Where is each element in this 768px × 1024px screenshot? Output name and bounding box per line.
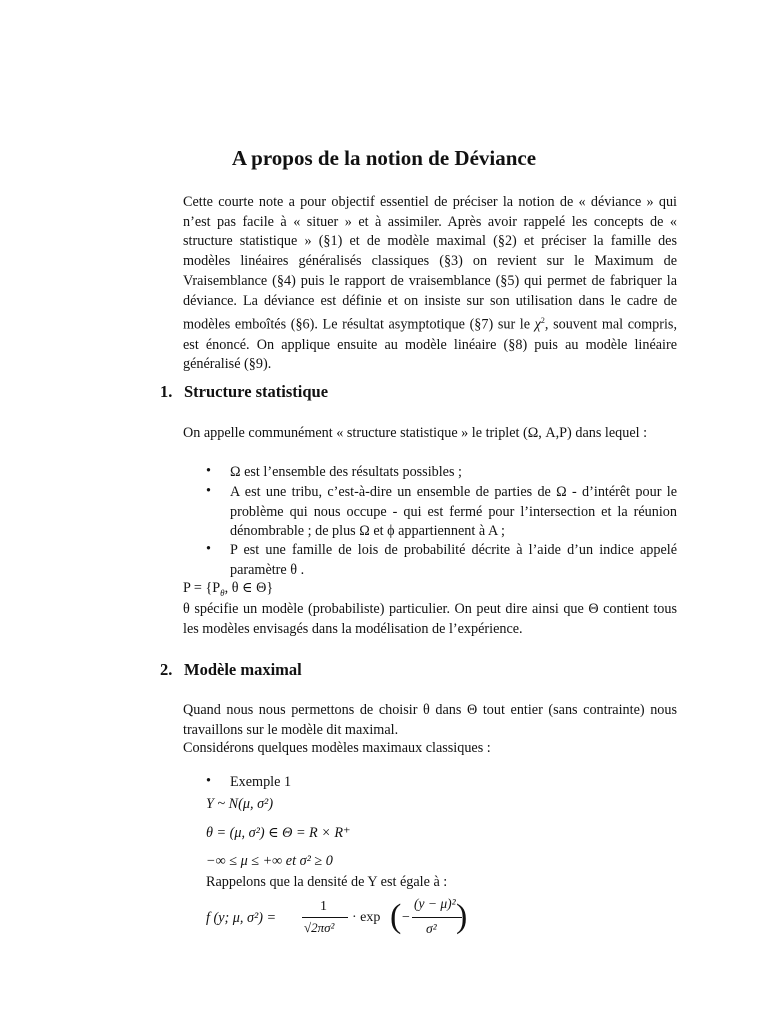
density-denominator: √2πσ² — [304, 920, 335, 935]
bullet-dot: • — [206, 541, 211, 557]
abstract-text-1: Cette courte note a pour objectif essentiel de préciser la notion de « déviance » qui n’est pas facile à « situer » et à assimiler. Après avoir rappelé les concepts de « structure statistique » (§1) et de modèle maximal (§2) et préciser la famille des modèles linéaires généralisés classiques (§3) on revient sur le Maximum de Vraisemblance (§4) puis le rapport de vraisemblance (§5) qui permet de fabriquer la déviance. La déviance est définie et on insiste sur son utilisation dans le cadre de modèles emboîtés (§6). Le résultat asymptotique (§7) sur le — [183, 194, 677, 333]
section-1-number: 1. — [160, 382, 173, 401]
section-1-intro — [183, 424, 677, 444]
triplet-math: (Ω, A,P) — [523, 425, 572, 441]
section-1-intro-end: dans lequel : — [575, 425, 648, 441]
theta-paragraph: θ spécifie un modèle (probabiliste) particulier. On peut dire ainsi que Θ contient tous les modèles envisagés dans la modélisation de l’expérience. — [183, 601, 677, 637]
bullet-omega: Ω est l’ensemble des résultats possibles ; — [230, 464, 462, 480]
density-formula — [206, 896, 466, 946]
density-lhs: f (y; μ, σ²) = — [206, 910, 277, 926]
family-eq-left: P = {P — [183, 580, 221, 596]
abstract-paragraph: Cette courte note a pour objectif essentiel de préciser la notion de « déviance » qui n’est pas facile à « situer » et à assimiler. Après avoir rappelé les concepts de « structure statistique » (§1) et de modèle maximal (§2) et préciser la famille des modèles linéaires généralisés classiques (§3) on revient sur le Maximum de Vraisemblance (§4) puis le rapport de vraisemblance (§5) qui permet de fabriquer la déviance. La déviance est définie et on insiste sur son utilisation dans le cadre de modèles emboîtés (§6). Le résultat asymptotique (§7) sur le $\chi^2$, souvent mal compris, est énoncé. On applique ensuite au modèle linéaire (§8) puis au modèle linéaire généralisé (§9). — [183, 194, 677, 373]
section-2-paragraph-1: Quand nous nous permettons de choisir θ dans Θ tout entier (sans contrainte) nous travaillons sur le modèle dit maximal. — [183, 702, 677, 738]
section-1-intro-text: On appelle communément « structure statistique » le triplet — [183, 425, 520, 441]
density-numerator: 1 — [320, 899, 327, 914]
section-2-paragraph-2: Considérons quelques modèles maximaux classiques : — [183, 740, 491, 756]
exp-denominator: σ² — [426, 921, 437, 936]
section-2-title: Modèle maximal — [184, 660, 302, 679]
bullet-probability-family: P est une famille de lois de probabilité décrite à l’aide d’un indice appelé paramètre θ . — [230, 542, 677, 578]
equation-normal-distribution: Y ~ N(μ, σ²) — [206, 796, 274, 812]
bullet-dot: • — [206, 773, 211, 789]
family-eq-right: , θ ∈ Θ} — [224, 580, 274, 596]
left-paren: ( — [390, 898, 402, 935]
section-1-title: Structure statistique — [184, 382, 329, 401]
equation-constraints: −∞ ≤ μ ≤ +∞ et σ² ≥ 0 — [206, 853, 333, 869]
right-paren: ) — [456, 898, 468, 935]
exp-operator: · exp — [352, 910, 381, 925]
fraction-bar — [302, 917, 348, 918]
minus-sign: − — [402, 910, 410, 925]
bullet-tribu: A est une tribu, c’est-à-dire un ensemble de parties de Ω - d’intérêt pour le problème qui nous occupe - qui est fermé pour l’intersection et la réunion dénombrable ; de plus Ω et ϕ appartiennent à A ; — [230, 484, 677, 540]
section-2-number: 2. — [160, 660, 173, 679]
exp-fraction-bar — [412, 917, 462, 918]
family-equation — [183, 580, 273, 598]
equation-parameter-space: θ = (μ, σ²) ∈ Θ = R × R⁺ — [206, 825, 351, 841]
density-sentence: Rappelons que la densité de Y est égale à : — [206, 874, 448, 890]
abstract-text-2: , souvent mal compris, est énoncé. On applique ensuite au modèle linéaire (§8) puis au modèle linéaire généralisé (§9). — [183, 316, 677, 373]
exp-numerator: (y − μ)² — [414, 896, 456, 911]
example-1-label: Exemple 1 — [230, 774, 292, 790]
bullet-dot: • — [206, 483, 211, 499]
chi-symbol: χ — [534, 316, 541, 333]
bullet-dot: • — [206, 463, 211, 479]
section-1-heading — [160, 382, 328, 402]
family-eq-sub: θ — [220, 587, 225, 598]
section-2-heading — [160, 660, 302, 680]
page-title: A propos de la notion de Déviance — [231, 146, 537, 170]
